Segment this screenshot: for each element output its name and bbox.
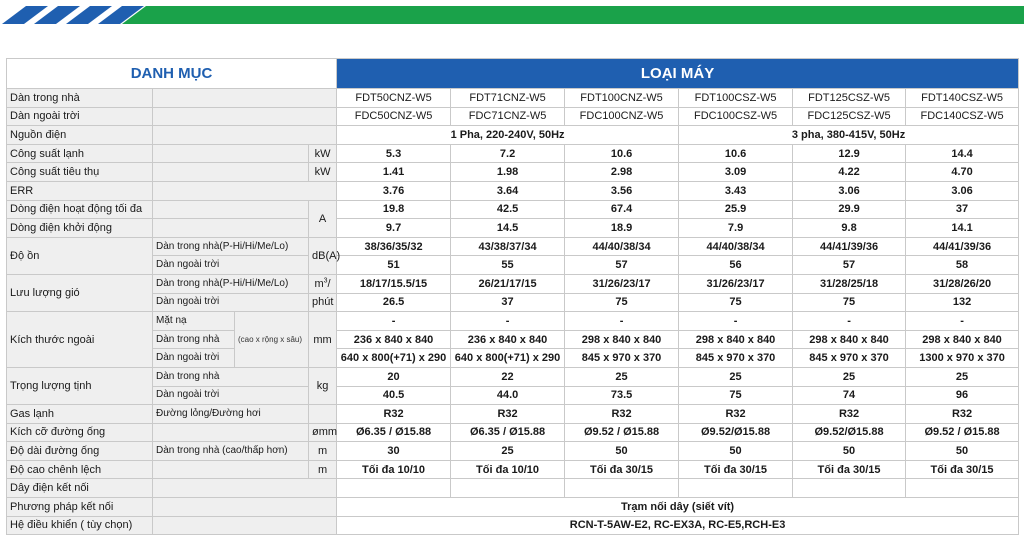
value-cell: 14.4 bbox=[906, 144, 1019, 163]
value-cell: 5.3 bbox=[337, 144, 451, 163]
model-cell: FDT50CNZ-W5 bbox=[337, 89, 451, 108]
value-cell: R32 bbox=[906, 405, 1019, 424]
value-cell: 640 x 800(+71) x 290 bbox=[451, 349, 565, 368]
value-cell: 26.5 bbox=[337, 293, 451, 312]
unit-cell: kW bbox=[309, 144, 337, 163]
row-label: Dây điện kết nối bbox=[7, 479, 153, 498]
row-outdoor-model bbox=[7, 107, 1019, 126]
model-cell: FDC100CSZ-W5 bbox=[679, 107, 793, 126]
value-cell: 25 bbox=[906, 367, 1019, 386]
sub-label: Mặt nạ bbox=[153, 312, 235, 331]
value-cell: R32 bbox=[337, 405, 451, 424]
row-label: ERR bbox=[7, 181, 153, 200]
row-label: Kích cỡ đường ống bbox=[7, 423, 153, 442]
row-pipe-size bbox=[7, 423, 1019, 442]
value-cell: Ø9.52/Ø15.88 bbox=[679, 423, 793, 442]
value-cell: 55 bbox=[451, 256, 565, 275]
row-airflow-outdoor bbox=[7, 293, 1019, 312]
value-cell: - bbox=[906, 312, 1019, 331]
value-cell: 50 bbox=[793, 442, 906, 461]
value-cell: 96 bbox=[906, 386, 1019, 405]
value-cell: 236 x 840 x 840 bbox=[337, 330, 451, 349]
model-cell: FDT100CNZ-W5 bbox=[565, 89, 679, 108]
value-cell: 44.0 bbox=[451, 386, 565, 405]
value-cell: 42.5 bbox=[451, 200, 565, 219]
value-cell: 40.5 bbox=[337, 386, 451, 405]
header-loai-may: LOẠI MÁY bbox=[337, 59, 1019, 89]
value-cell: Ø9.52 / Ø15.88 bbox=[565, 423, 679, 442]
value-cell: Ø9.52 / Ø15.88 bbox=[906, 423, 1019, 442]
sub-label: Dàn ngoài trời bbox=[153, 293, 309, 312]
value-cell: - bbox=[679, 312, 793, 331]
row-label: Dàn ngoài trời bbox=[7, 107, 153, 126]
header-danh-muc: DANH MỤC bbox=[7, 59, 337, 89]
value-cell: 1300 x 970 x 370 bbox=[906, 349, 1019, 368]
row-label: Công suất tiêu thụ bbox=[7, 163, 153, 182]
value-cell: Ø6.35 / Ø15.88 bbox=[337, 423, 451, 442]
row-label: Nguồn điện bbox=[7, 126, 153, 145]
value-cell: 1.98 bbox=[451, 163, 565, 182]
value-cell: 845 x 970 x 370 bbox=[679, 349, 793, 368]
value-cell: 31/28/26/20 bbox=[906, 274, 1019, 293]
value-cell: 38/36/35/32 bbox=[337, 237, 451, 256]
row-gas bbox=[7, 405, 1019, 424]
value-cell: RCN-T-5AW-E2, RC-EX3A, RC-E5,RCH-E3 bbox=[337, 516, 1019, 535]
model-cell: FDC71CNZ-W5 bbox=[451, 107, 565, 126]
value-cell: 75 bbox=[565, 293, 679, 312]
row-label: Lưu lượng gió bbox=[7, 274, 153, 311]
unit-cell: m bbox=[309, 460, 337, 479]
value-cell: 7.2 bbox=[451, 144, 565, 163]
value-cell: 19.8 bbox=[337, 200, 451, 219]
value-cell: 132 bbox=[906, 293, 1019, 312]
row-label: Công suất lạnh bbox=[7, 144, 153, 163]
value-cell: 18.9 bbox=[565, 219, 679, 238]
model-cell: FDC125CSZ-W5 bbox=[793, 107, 906, 126]
value-cell: 25 bbox=[565, 367, 679, 386]
value-cell: Tối đa 30/15 bbox=[679, 460, 793, 479]
unit-cell: ømm bbox=[309, 423, 337, 442]
row-label: Độ dài đường ống bbox=[7, 442, 153, 461]
value-cell: 3.06 bbox=[793, 181, 906, 200]
model-cell: FDT100CSZ-W5 bbox=[679, 89, 793, 108]
sub-label: Dàn ngoài trời bbox=[153, 386, 309, 405]
value-cell: 67.4 bbox=[565, 200, 679, 219]
value-cell: 44/40/38/34 bbox=[565, 237, 679, 256]
sub-label: Dàn trong nhà (cao/thấp hơn) bbox=[153, 442, 309, 461]
row-power bbox=[7, 126, 1019, 145]
row-err bbox=[7, 181, 1019, 200]
value-cell: 10.6 bbox=[565, 144, 679, 163]
sub-label: Dàn trong nhà bbox=[153, 367, 309, 386]
value-cell: 9.7 bbox=[337, 219, 451, 238]
row-label: Dòng điện hoạt động tối đa bbox=[7, 200, 153, 219]
value-cell: 37 bbox=[906, 200, 1019, 219]
value-cell: 58 bbox=[906, 256, 1019, 275]
row-label: Trọng lượng tịnh bbox=[7, 367, 153, 404]
value-cell: - bbox=[451, 312, 565, 331]
value-cell: 51 bbox=[337, 256, 451, 275]
value-cell: 845 x 970 x 370 bbox=[793, 349, 906, 368]
value-cell: - bbox=[793, 312, 906, 331]
row-current-start bbox=[7, 219, 1019, 238]
row-weight-outdoor bbox=[7, 386, 1019, 405]
value-cell: 75 bbox=[679, 293, 793, 312]
sub-label: Đường lỏng/Đường hơi bbox=[153, 405, 309, 424]
row-label: Độ ồn bbox=[7, 237, 153, 274]
value-cell: 75 bbox=[793, 293, 906, 312]
value-cell: R32 bbox=[793, 405, 906, 424]
value-cell: - bbox=[565, 312, 679, 331]
value-cell: 43/38/37/34 bbox=[451, 237, 565, 256]
unit-cell: mm bbox=[309, 312, 337, 368]
value-cell: Ø6.35 / Ø15.88 bbox=[451, 423, 565, 442]
model-cell: FDT140CSZ-W5 bbox=[906, 89, 1019, 108]
row-label: Độ cao chênh lệch bbox=[7, 460, 153, 479]
value-cell: Ø9.52/Ø15.88 bbox=[793, 423, 906, 442]
value-cell: 44/40/38/34 bbox=[679, 237, 793, 256]
value-cell: 12.9 bbox=[793, 144, 906, 163]
value-cell: 298 x 840 x 840 bbox=[565, 330, 679, 349]
value-cell: 845 x 970 x 370 bbox=[565, 349, 679, 368]
dimension-note: (cao x rộng x sâu) bbox=[235, 312, 309, 368]
value-cell: 50 bbox=[679, 442, 793, 461]
value-cell: 25 bbox=[793, 367, 906, 386]
value-cell: 1.41 bbox=[337, 163, 451, 182]
value-cell: 3.64 bbox=[451, 181, 565, 200]
value-cell: 31/28/25/18 bbox=[793, 274, 906, 293]
model-cell: FDT125CSZ-W5 bbox=[793, 89, 906, 108]
value-cell: 2.98 bbox=[565, 163, 679, 182]
value-cell: 57 bbox=[565, 256, 679, 275]
value-cell: 3.56 bbox=[565, 181, 679, 200]
sub-label: Dàn ngoài trời bbox=[153, 349, 235, 368]
value-cell: 25 bbox=[451, 442, 565, 461]
value-cell: 37 bbox=[451, 293, 565, 312]
unit-cell: kg bbox=[309, 367, 337, 404]
unit-cell: $m^3/$ bbox=[309, 274, 337, 293]
model-cell: FDC100CNZ-W5 bbox=[565, 107, 679, 126]
value-cell: 3.76 bbox=[337, 181, 451, 200]
power-3phase: 3 pha, 380-415V, 50Hz bbox=[679, 126, 1019, 145]
power-1phase: 1 Pha, 220-240V, 50Hz bbox=[337, 126, 679, 145]
value-cell: R32 bbox=[679, 405, 793, 424]
value-cell: 18/17/15.5/15 bbox=[337, 274, 451, 293]
row-dim-outdoor bbox=[7, 349, 1019, 368]
value-cell: 44/41/39/36 bbox=[906, 237, 1019, 256]
value-cell: 22 bbox=[451, 367, 565, 386]
row-wire bbox=[7, 479, 1019, 498]
row-noise-outdoor bbox=[7, 256, 1019, 275]
row-control bbox=[7, 516, 1019, 535]
row-label: Hệ điều khiển ( tùy chọn) bbox=[7, 516, 153, 535]
row-pipe-length bbox=[7, 442, 1019, 461]
value-cell: 30 bbox=[337, 442, 451, 461]
row-label: Dòng điện khởi động bbox=[7, 219, 153, 238]
unit-cell: m bbox=[309, 442, 337, 461]
sub-label: Dàn trong nhà(P-Hi/Hi/Me/Lo) bbox=[153, 237, 309, 256]
value-cell: 25.9 bbox=[679, 200, 793, 219]
value-cell: Trạm nối dây (siết vít) bbox=[337, 498, 1019, 517]
row-label: Gas lạnh bbox=[7, 405, 153, 424]
unit-cell: A bbox=[309, 200, 337, 237]
value-cell: 3.43 bbox=[679, 181, 793, 200]
row-noise-indoor bbox=[7, 237, 1019, 256]
unit-cell: phút bbox=[309, 293, 337, 312]
row-current-run bbox=[7, 200, 1019, 219]
value-cell: 25 bbox=[679, 367, 793, 386]
value-cell: Tối đa 10/10 bbox=[337, 460, 451, 479]
value-cell: R32 bbox=[451, 405, 565, 424]
sub-label: Dàn ngoài trời bbox=[153, 256, 309, 275]
value-cell: 3.06 bbox=[906, 181, 1019, 200]
row-airflow-indoor bbox=[7, 274, 1019, 293]
value-cell: 29.9 bbox=[793, 200, 906, 219]
value-cell: Tối đa 10/10 bbox=[451, 460, 565, 479]
row-label: Kích thước ngoài bbox=[7, 312, 153, 368]
header-row bbox=[7, 59, 1019, 89]
value-cell: 4.70 bbox=[906, 163, 1019, 182]
value-cell: 50 bbox=[565, 442, 679, 461]
row-dim-indoor bbox=[7, 330, 1019, 349]
value-cell: Tối đa 30/15 bbox=[906, 460, 1019, 479]
value-cell: 3.09 bbox=[679, 163, 793, 182]
value-cell: 298 x 840 x 840 bbox=[906, 330, 1019, 349]
row-height-diff bbox=[7, 460, 1019, 479]
value-cell: 73.5 bbox=[565, 386, 679, 405]
row-indoor-model bbox=[7, 89, 1019, 108]
value-cell: Tối đa 30/15 bbox=[793, 460, 906, 479]
sub-label: Dàn trong nhà bbox=[153, 330, 235, 349]
value-cell: 44/41/39/36 bbox=[793, 237, 906, 256]
row-label: Dàn trong nhà bbox=[7, 89, 153, 108]
unit-cell: kW bbox=[309, 163, 337, 182]
header-stripe-banner bbox=[0, 0, 1024, 28]
row-cooling bbox=[7, 144, 1019, 163]
value-cell: 298 x 840 x 840 bbox=[793, 330, 906, 349]
row-dim-panel bbox=[7, 312, 1019, 331]
value-cell: 236 x 840 x 840 bbox=[451, 330, 565, 349]
value-cell: - bbox=[337, 312, 451, 331]
sub-label: Dàn trong nhà(P-Hi/Hi/Me/Lo) bbox=[153, 274, 309, 293]
unit-cell: dB(A) bbox=[309, 237, 337, 274]
spec-table bbox=[6, 58, 1019, 535]
value-cell: 75 bbox=[679, 386, 793, 405]
value-cell: 57 bbox=[793, 256, 906, 275]
value-cell: 7.9 bbox=[679, 219, 793, 238]
row-connect-method bbox=[7, 498, 1019, 517]
value-cell: 14.1 bbox=[906, 219, 1019, 238]
value-cell: 4.22 bbox=[793, 163, 906, 182]
value-cell: R32 bbox=[565, 405, 679, 424]
stripe-green bbox=[122, 6, 1024, 24]
value-cell: 640 x 800(+71) x 290 bbox=[337, 349, 451, 368]
row-label: Phương pháp kết nối bbox=[7, 498, 153, 517]
value-cell: 31/26/23/17 bbox=[565, 274, 679, 293]
model-cell: FDT71CNZ-W5 bbox=[451, 89, 565, 108]
model-cell: FDC140CSZ-W5 bbox=[906, 107, 1019, 126]
value-cell: 9.8 bbox=[793, 219, 906, 238]
value-cell: 298 x 840 x 840 bbox=[679, 330, 793, 349]
value-cell: 20 bbox=[337, 367, 451, 386]
value-cell: 14.5 bbox=[451, 219, 565, 238]
model-cell: FDC50CNZ-W5 bbox=[337, 107, 451, 126]
value-cell: 74 bbox=[793, 386, 906, 405]
value-cell: 56 bbox=[679, 256, 793, 275]
row-weight-indoor bbox=[7, 367, 1019, 386]
value-cell: Tối đa 30/15 bbox=[565, 460, 679, 479]
value-cell: 26/21/17/15 bbox=[451, 274, 565, 293]
value-cell: 50 bbox=[906, 442, 1019, 461]
value-cell: 10.6 bbox=[679, 144, 793, 163]
value-cell: 31/26/23/17 bbox=[679, 274, 793, 293]
row-consumption bbox=[7, 163, 1019, 182]
